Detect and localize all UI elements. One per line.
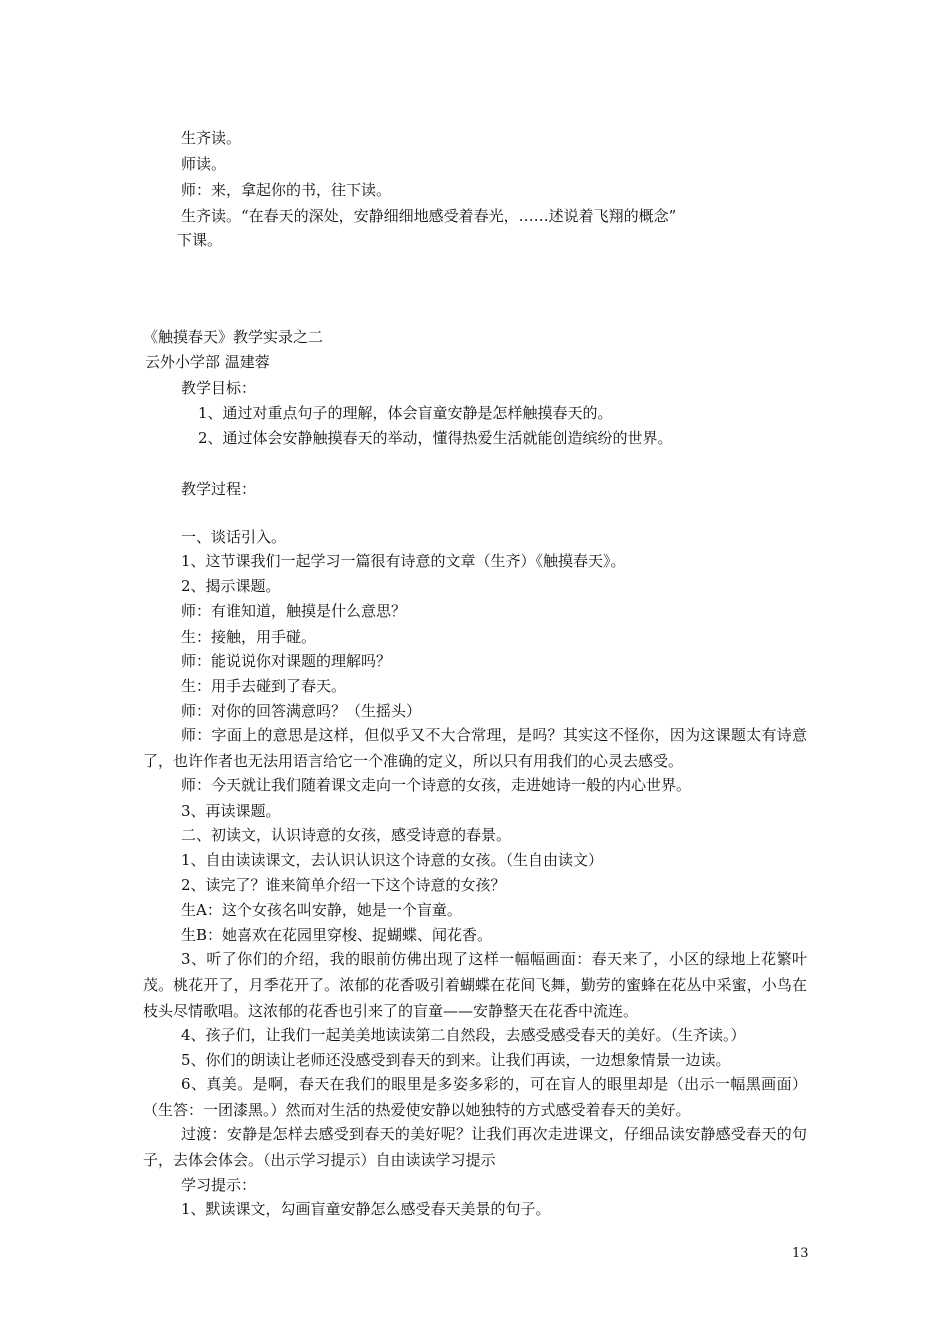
document-title: 《触摸春天》教学实录之二 <box>143 328 324 346</box>
paragraph: 1、这节课我们一起学习一篇很有诗意的文章（生齐）《触摸春天》。 <box>181 552 626 570</box>
paragraph: 生A：这个女孩名叫安静，她是一个盲童。 <box>181 901 462 919</box>
paragraph: 2、读完了？谁来简单介绍一下这个诗意的女孩？ <box>181 876 506 894</box>
paragraph: 生B：她喜欢在花园里穿梭、捉蝴蝶、闻花香。 <box>181 926 493 944</box>
paragraph: 师：对你的回答满意吗？（生摇头） <box>181 702 422 720</box>
paragraph: 1、默读课文，勾画盲童安静怎么感受春天美景的句子。 <box>181 1200 551 1218</box>
process-label: 教学过程： <box>181 480 257 498</box>
text-line: 师：来，拿起你的书，往下读。 <box>181 181 392 199</box>
text-line: 师读。 <box>181 155 227 173</box>
paragraph: 师：今天就让我们随着课文走向一个诗意的女孩，走进她诗一般的内心世界。 <box>181 776 692 794</box>
author-line: 云外小学部 温建蓉 <box>145 353 270 371</box>
paragraph: 3、再读课题。 <box>181 802 281 820</box>
paragraph: 6、真美。是啊，春天在我们的眼里是多姿多彩的，可在盲人的眼里却是（出示一幅黑画面）（生答：一团漆黑。）然而对生活的热爱使安静以她独特的方式感受着春天的美好。 <box>143 1075 807 1119</box>
paragraph: 3、听了你们的介绍，我的眼前仿佛出现了这样一幅幅画面：春天来了，小区的绿地上花繁叶茂。桃花开了，月季花开了。浓郁的花香吸引着蝴蝶在花间飞舞，勤劳的蜜蜂在花丛中采蜜，小鸟在枝头尽情歌唱。这浓郁的花香也引来了的盲童——安静整天在花香中流连。 <box>143 950 807 1020</box>
objective-item: 1、通过对重点句子的理解，体会盲童安静是怎样触摸春天的。 <box>198 404 613 422</box>
text-line: 生齐读。“在春天的深处，安静细细地感受着春光，……述说着飞翔的概念” <box>181 207 677 225</box>
paragraph: 学习提示： <box>181 1176 257 1194</box>
text-line: 生齐读。 <box>181 129 242 147</box>
paragraph: 生：用手去碰到了春天。 <box>181 677 347 695</box>
paragraph: 5、你们的朗读让老师还没感受到春天的到来。让我们再读，一边想象情景一边读。 <box>181 1051 731 1069</box>
paragraph: 1、自由读读课文，去认识认识这个诗意的女孩。（生自由读文） <box>181 851 604 869</box>
objective-item: 2、通过体会安静触摸春天的举动，懂得热爱生活就能创造缤纷的世界。 <box>198 429 673 447</box>
text-line: 下课。 <box>177 231 223 249</box>
paragraph: 2、揭示课题。 <box>181 577 281 595</box>
paragraph: 师：有谁知道，触摸是什么意思？ <box>181 602 407 620</box>
paragraph: 一、谈话引入。 <box>181 528 287 546</box>
paragraph: 师：能说说你对课题的理解吗？ <box>181 652 392 670</box>
paragraph: 过渡：安静是怎样去感受到春天的美好呢？让我们再次走进课文，仔细品读安静感受春天的句子，去体会体会。（出示学习提示）自由读读学习提示 <box>143 1125 807 1169</box>
objectives-label: 教学目标： <box>181 379 257 397</box>
paragraph: 师：字面上的意思是这样，但似乎又不大合常理，是吗？其实这不怪你，因为这课题太有诗意了，也许作者也无法用语言给它一个准确的定义，所以只有用我们的心灵去感受。 <box>143 726 807 770</box>
page-number: 13 <box>792 1246 809 1261</box>
paragraph: 生：接触，用手碰。 <box>181 628 317 646</box>
paragraph: 二、初读文，认识诗意的女孩，感受诗意的春景。 <box>181 826 512 844</box>
paragraph: 4、孩子们，让我们一起美美地读读第二自然段，去感受感受春天的美好。（生齐读。） <box>181 1026 746 1044</box>
